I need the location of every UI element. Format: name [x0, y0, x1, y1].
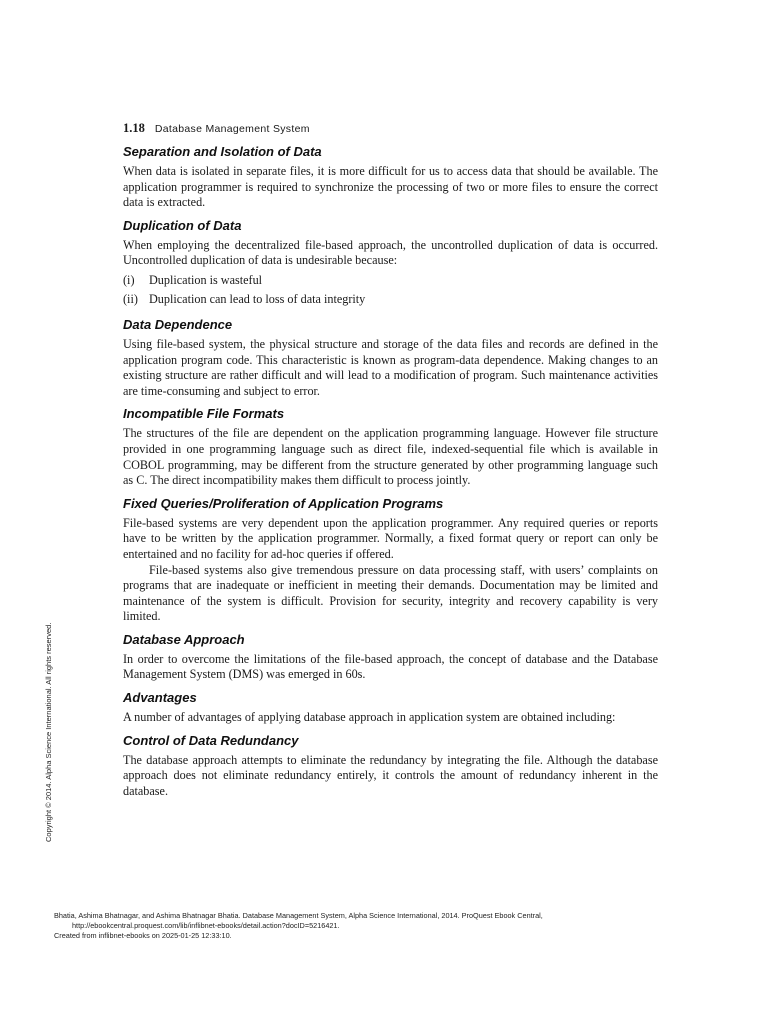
- section-paragraph: The database approach attempts to eliminate the redundancy by integrating the file. Although the database approach does not eliminate redundancy entirely, it controls the amount of redundancy inherent in the database.: [123, 752, 658, 798]
- section-heading: Duplication of Data: [123, 217, 242, 233]
- section-paragraph: In order to overcome the limitations of the file-based approach, the concept of database and the Database Management System (DMS) was emerged in 60s.: [123, 651, 658, 682]
- list-marker: (ii): [123, 292, 138, 307]
- side-copyright: Copyright © 2014. Alpha Science International. All rights reserved.: [44, 622, 53, 842]
- section-heading: Advantages: [123, 690, 197, 706]
- section-heading: Database Approach: [123, 631, 245, 647]
- list-item-text: Duplication is wasteful: [149, 272, 263, 287]
- section-heading: Control of Data Redundancy: [123, 732, 299, 748]
- duplication-list: [123, 271, 658, 310]
- section-paragraph: The structures of the file are dependent on the application programming language. However file structure provided in one programming language such as direct file, indexed-sequential file which is available in COBOL programming, may be different from the structure generated by other programming language such as C. The direct incompatibility makes them difficult to process jointly.: [123, 426, 658, 488]
- section-heading: Incompatible File Formats: [123, 406, 285, 422]
- section-heading: Separation and Isolation of Data: [123, 144, 322, 159]
- list-item: [123, 290, 658, 310]
- list-marker: (i): [123, 272, 135, 287]
- section-paragraph: Using file-based system, the physical structure and storage of the data files and records are defined in the application program code. This characteristic is known as program-data dependence. Making changes to an existing structure are rather difficult and will lead to a modification of program. Such maintenance activities are time-consuming and subject to error.: [123, 336, 658, 398]
- section-heading: Fixed Queries/Proliferation of Application Programs: [123, 495, 444, 511]
- book-title: Database Management System: [154, 123, 310, 135]
- list-item: [123, 271, 658, 291]
- section-paragraph: File-based systems are very dependent upon the application programmer. Any required queries or reports have to be written by the application programmer. Normally, a fixed format query or report can only be entertained and no facility for ad-hoc queries if offered.: [123, 515, 658, 561]
- footer-created: Created from inflibnet-ebooks on 2025-01-25 12:33:10.: [54, 931, 232, 940]
- section-separation-isolation: [123, 143, 658, 211]
- footer-url[interactable]: http://ebookcentral.proquest.com/lib/inflibnet-ebooks/detail.action?docID=5216421.: [72, 921, 340, 930]
- footer-citation: Bhatia, Ashima Bhatnagar, and Ashima Bhatnagar Bhatia. Database Management System, Alpha Science International, 2014. ProQuest Ebook Central,: [54, 911, 543, 920]
- section-control-redundancy: [123, 732, 658, 800]
- list-item-text: Duplication can lead to loss of data integrity: [149, 292, 366, 307]
- section-paragraph: A number of advantages of applying database approach in application system are obtained including:: [123, 710, 616, 725]
- section-fixed-queries: [123, 495, 658, 625]
- section-data-dependence: [123, 316, 658, 399]
- section-paragraph: When data is isolated in separate files, it is more difficult for us to access data that should be available. The application programmer is required to synchronize the processing of two or more files to ensure the correct data is extracted.: [123, 164, 658, 210]
- page-header: [123, 119, 310, 137]
- section-paragraph: When employing the decentralized file-based approach, the uncontrolled duplication of data is occurred. Uncontrolled duplication of data is undesirable because:: [123, 237, 658, 268]
- section-database-approach: [123, 631, 658, 683]
- section-incompatible-formats: [123, 405, 658, 488]
- page-number: 1.18: [123, 121, 145, 135]
- section-duplication: [123, 217, 658, 310]
- citation-footer: [54, 911, 704, 941]
- main-content: [123, 143, 658, 799]
- section-paragraph: File-based systems also give tremendous pressure on data processing staff, with users’ complaints on programs that are inadequate or inefficient in meeting their demands. Documentation may be limited and maintenance of the system is difficult. Provision for security, integrity and recovery capability is very limited.: [123, 562, 658, 624]
- section-advantages: [123, 689, 658, 726]
- section-heading: Data Dependence: [123, 316, 233, 332]
